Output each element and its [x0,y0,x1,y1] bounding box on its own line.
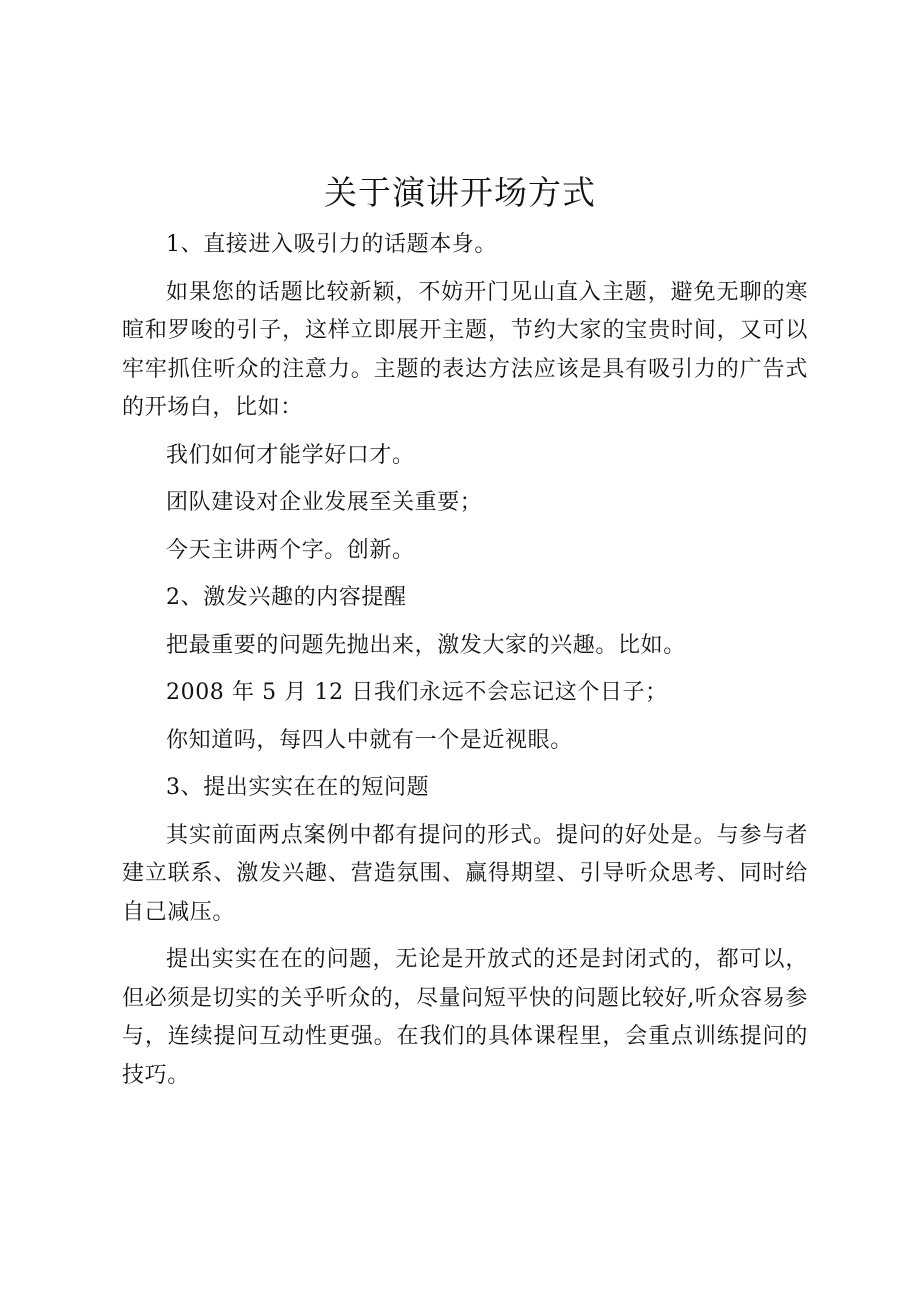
paragraph: 1、直接进入吸引力的话题本身。 [166,232,497,257]
paragraph: 2008 年 5 月 12 日我们永远不会忘记这个日子； [166,680,668,705]
paragraph: 2、激发兴趣的内容提醒 [166,585,407,610]
paragraph: 提出实实在在的问题，无论是开放式的还是封闭式的，都可以，但必须是切实的关乎听众的，尽量问短平快的问题比较好,听众容易参与，连续提问互动性更强。在我们的具体课程里，会重点训练提问的技巧。 [122,947,808,1088]
paragraph: 我们如何才能学好口才。 [166,442,415,468]
paragraph: 如果您的话题比较新颖，不妨开门见山直入主题，避免无聊的寒暄和罗唆的引子，这样立即展开主题，节约大家的宝贵时间，又可以牢牢抓住听众的注意力。主题的表达方法应该是具有吸引力的广告式的开场白，比如： [122,279,808,420]
paragraph: 把最重要的问题先抛出来，激发大家的兴趣。比如。 [166,632,686,658]
paragraph: 3、提出实实在在的短问题 [166,775,430,800]
paragraph: 今天主讲两个字。创新。 [166,537,415,563]
document-body [122,226,808,1104]
paragraph: 团队建设对企业发展至关重要； [166,490,483,515]
paragraph: 你知道吗，每四人中就有一个是近视眼。 [166,727,573,753]
paragraph: 其实前面两点案例中都有提问的形式。提问的好处是。与参与者建立联系、激发兴趣、营造氛围、赢得期望、引导听众思考、同时给自己减压。 [122,822,808,925]
page-title: 关于演讲开场方式 [324,173,596,212]
